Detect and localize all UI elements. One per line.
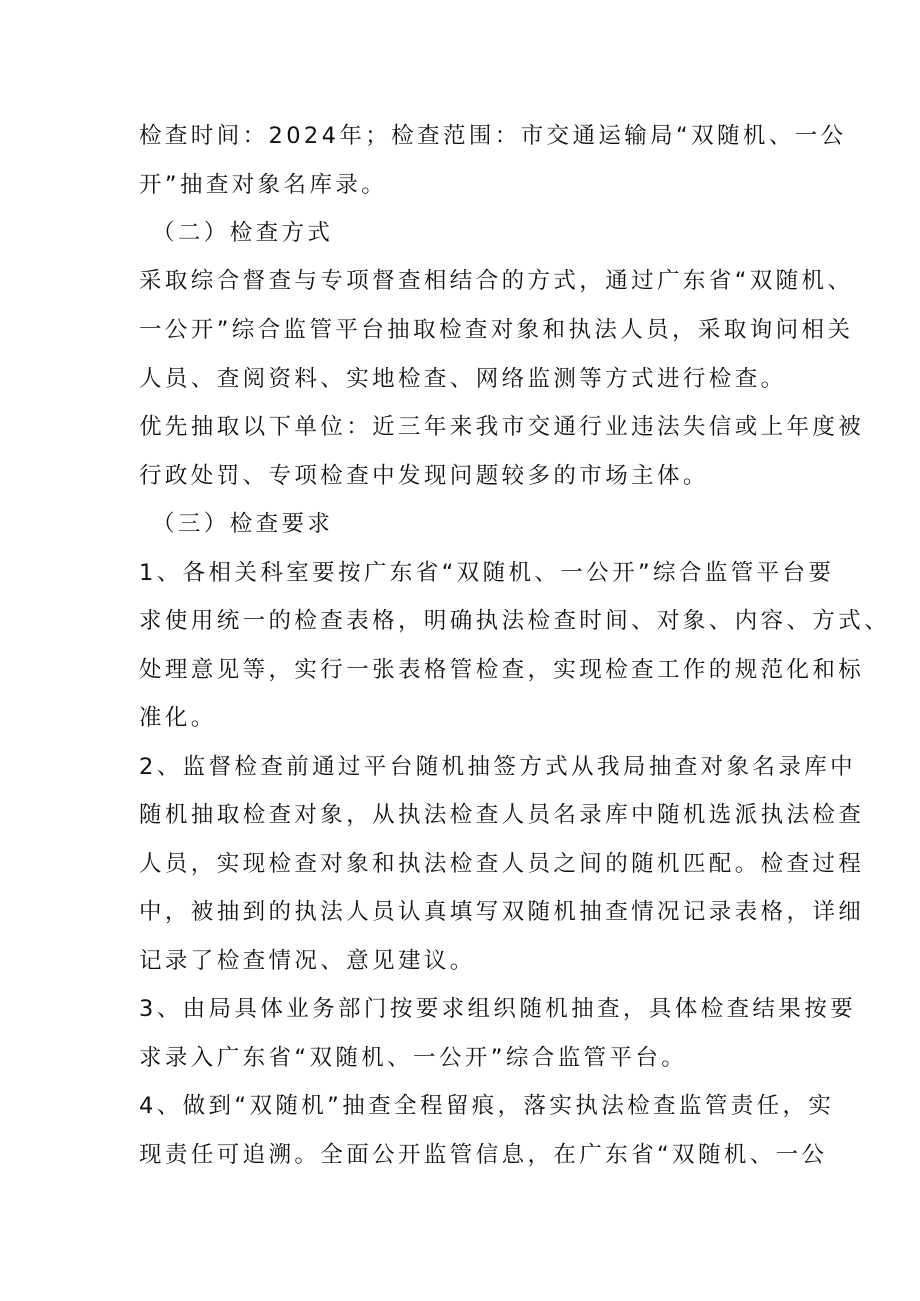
body-text-line: 2、监督检查前通过平台随机抽签方式从我局抽查对象名录库中 xyxy=(139,754,857,780)
body-text-line: 开”抽查对象名库录。 xyxy=(139,172,388,198)
body-text-line: 1、各相关科室要按广东省“双随机、一公开”综合监管平台要 xyxy=(139,560,835,586)
section-heading-inspection-method: （二）检查方式 xyxy=(152,220,334,246)
body-text-line: 一公开”综合监管平台抽取检查对象和执法人员，采取询问相关 xyxy=(139,317,854,343)
section-heading-inspection-requirements: （三）检查要求 xyxy=(152,511,334,537)
body-text-line: 人员，实现检查对象和执法检查人员之间的随机匹配。检查过程 xyxy=(139,851,865,877)
body-text-line: 处理意见等，实行一张表格管检查，实现检查工作的规范化和标 xyxy=(139,657,865,683)
body-text-line: 求使用统一的检查表格，明确执法检查时间、对象、内容、方式、 xyxy=(139,608,891,634)
body-text-line: 行政处罚、专项检查中发现问题较多的市场主体。 xyxy=(139,463,709,489)
body-text-line: 准化。 xyxy=(139,705,217,731)
body-text-line: 4、做到“双随机”抽查全程留痕，落实执法检查监管责任，实 xyxy=(139,1093,835,1119)
body-text-line: 中，被抽到的执法人员认真填写双随机抽查情况记录表格，详细 xyxy=(139,899,865,925)
body-text-line: 3、由局具体业务部门按要求组织随机抽查，具体检查结果按要 xyxy=(139,996,857,1022)
body-text-line: 优先抽取以下单位：近三年来我市交通行业违法失信或上年度被 xyxy=(139,414,865,440)
body-text-line: 采取综合督查与专项督查相结合的方式，通过广东省“双随机、 xyxy=(139,268,854,294)
body-text-line: 求录入广东省“双随机、一公开”综合监管平台。 xyxy=(139,1045,688,1071)
body-text-line: 现责任可追溯。全面公开监管信息，在广东省“双随机、一公 xyxy=(139,1142,828,1168)
body-text-line: 随机抽取检查对象，从执法检查人员名录库中随机选派执法检查 xyxy=(139,802,865,828)
body-text-line: 记录了检查情况、意见建议。 xyxy=(139,948,476,974)
body-text-line: 检查时间：2024年；检查范围：市交通运输局“双随机、一公 xyxy=(139,123,847,149)
body-text-line: 人员、查阅资料、实地检查、网络监测等方式进行检查。 xyxy=(139,366,787,392)
